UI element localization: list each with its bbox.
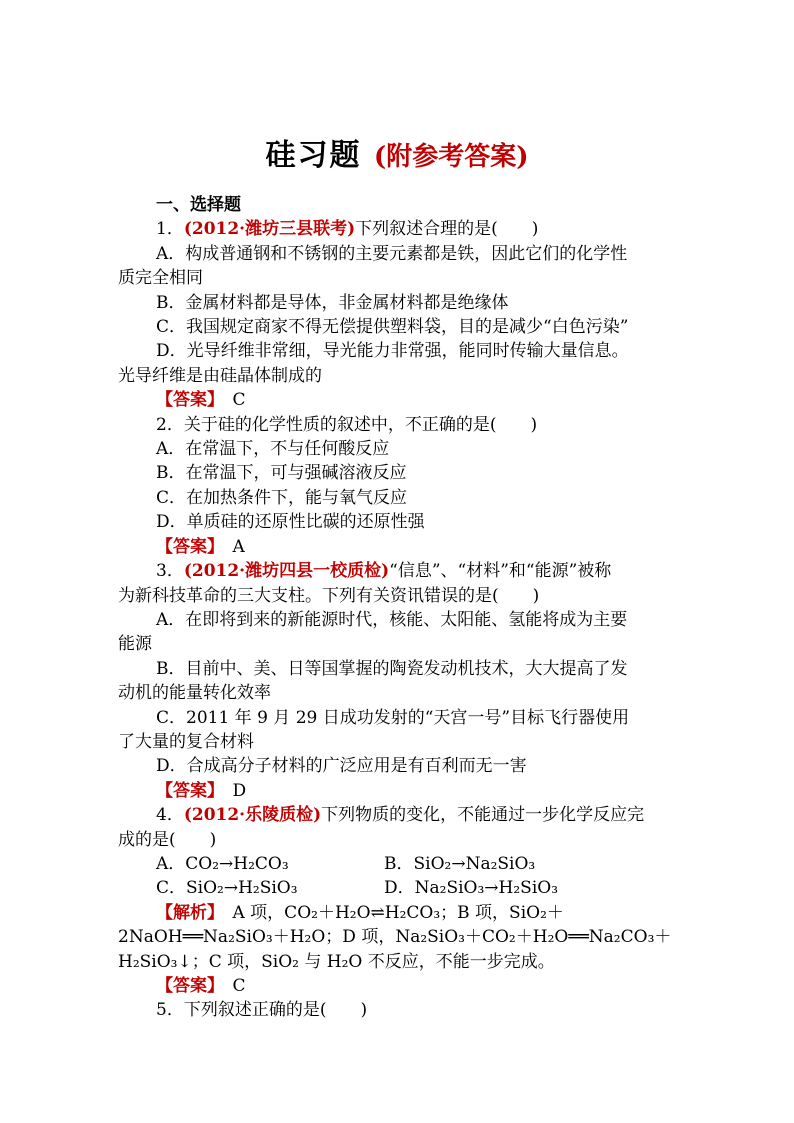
q3-option-a-line1: A．在即将到来的新能源时代，核能、太阳能、氢能将成为主要 bbox=[156, 609, 628, 630]
q4-option-b: B．SiO₂→Na₂SiO₃ bbox=[384, 853, 536, 874]
q4-option-c: C．SiO₂→H₂SiO₃ bbox=[156, 878, 298, 899]
q4-answer bbox=[118, 974, 678, 998]
q4-explanation-tag: 【解析】 bbox=[156, 902, 216, 923]
q4-explanation-line1 bbox=[118, 901, 678, 925]
title-subtitle: (附参考答案) bbox=[373, 142, 529, 172]
q3-stem-number: 3． bbox=[156, 561, 184, 582]
q4-explanation-line3: H₂SiO₃↓；C 项，SiO₂ 与 H₂O 不反应，不能一步完成。 bbox=[118, 951, 555, 972]
q2-answer-value: A bbox=[232, 536, 245, 557]
q1-stem-text: 下列叙述合理的是( ) bbox=[355, 219, 539, 240]
q3-option-c-line1: C．2011 年 9 月 29 日成功发射的“天宫一号”目标飞行器使用 bbox=[156, 707, 630, 728]
q4-source: (2012·乐陵质检) bbox=[183, 805, 322, 826]
q1-option-c: C．我国规定商家不得无偿提供塑料袋，目的是减少“白色污染” bbox=[156, 317, 629, 338]
section-heading: 一、选择题 bbox=[156, 195, 241, 215]
q3-option-b-line1: B．目前中、美、日等国掌握的陶瓷发动机技术，大大提高了发 bbox=[156, 658, 628, 679]
q3-stem-line1 bbox=[118, 559, 678, 583]
q1-option-b: B．金属材料都是导体，非金属材料都是绝缘体 bbox=[156, 292, 509, 313]
q1-source: (2012·潍坊三县联考) bbox=[183, 219, 356, 240]
q1-answer bbox=[118, 388, 678, 412]
page-title bbox=[0, 130, 794, 174]
q1-stem bbox=[118, 217, 678, 241]
q1-option-d-line1: D．光导纤维非常细，导光能力非常强，能同时传输大量信息。 bbox=[156, 341, 629, 362]
q4-options-cd bbox=[118, 876, 678, 900]
q4-options-ab bbox=[118, 852, 678, 876]
q1-answer-value: C bbox=[232, 390, 246, 411]
q4-option-a: A．CO₂→H₂CO₃ bbox=[156, 853, 289, 874]
q4-stem-line1 bbox=[118, 803, 678, 827]
q2-option-c: C．在加热条件下，能与氧气反应 bbox=[156, 487, 408, 508]
q3-answer bbox=[118, 779, 678, 803]
q3-option-d: D．合成高分子材料的广泛应用是有百利而无一害 bbox=[156, 756, 527, 777]
q1-answer-tag: 【答案】 bbox=[156, 390, 216, 411]
q1-option-a-line2: 质完全相同 bbox=[118, 268, 203, 289]
q4-stem-line2: 成的是( ) bbox=[118, 829, 217, 850]
q5-stem: 5．下列叙述正确的是( ) bbox=[156, 1000, 368, 1021]
q3-option-b-line2: 动机的能量转化效率 bbox=[118, 683, 271, 704]
q3-option-c-line2: 了大量的复合材料 bbox=[118, 731, 254, 752]
q1-option-a-line1: A．构成普通钢和不锈钢的主要元素都是铁，因此它们的化学性 bbox=[156, 243, 628, 264]
q4-answer-value: C bbox=[232, 976, 246, 996]
q4-explanation-line2: 2NaOH══Na₂SiO₃＋H₂O；D 项，Na₂SiO₃＋CO₂＋H₂O══Na₂CO₃＋ bbox=[118, 927, 672, 948]
q3-source: (2012·潍坊四县一校质检) bbox=[183, 561, 390, 582]
q3-stem-text: “信息”、“材料”和“能源”被称 bbox=[389, 561, 612, 582]
q4-answer-tag: 【答案】 bbox=[156, 976, 216, 996]
q3-answer-value: D bbox=[232, 780, 247, 801]
q2-option-b: B．在常温下，可与强碱溶液反应 bbox=[156, 463, 407, 484]
q4-explanation-text1: A 项，CO₂＋H₂O⇌H₂CO₃；B 项，SiO₂＋ bbox=[232, 902, 564, 923]
q2-option-d: D．单质硅的还原性比碳的还原性强 bbox=[156, 512, 425, 533]
q4-stem-text: 下列物质的变化，不能通过一步化学反应完 bbox=[321, 805, 645, 826]
q1-option-d-line2: 光导纤维是由硅晶体制成的 bbox=[118, 365, 322, 386]
q2-option-a: A．在常温下，不与任何酸反应 bbox=[156, 439, 390, 460]
q2-answer-tag: 【答案】 bbox=[156, 536, 216, 557]
q2-answer bbox=[118, 535, 678, 559]
q3-answer-tag: 【答案】 bbox=[156, 780, 216, 801]
q3-option-a-line2: 能源 bbox=[118, 634, 152, 655]
q4-option-d: D．Na₂SiO₃→H₂SiO₃ bbox=[384, 878, 559, 899]
title-main: 硅习题 bbox=[265, 138, 362, 173]
q4-stem-number: 4． bbox=[156, 805, 184, 826]
q2-stem: 2．关于硅的化学性质的叙述中，不正确的是( ) bbox=[156, 414, 538, 435]
question-body bbox=[118, 193, 678, 1023]
q1-stem-number: 1． bbox=[156, 219, 184, 240]
q3-stem-line2: 为新科技革命的三大支柱。下列有关资讯错误的是( ) bbox=[118, 585, 540, 606]
